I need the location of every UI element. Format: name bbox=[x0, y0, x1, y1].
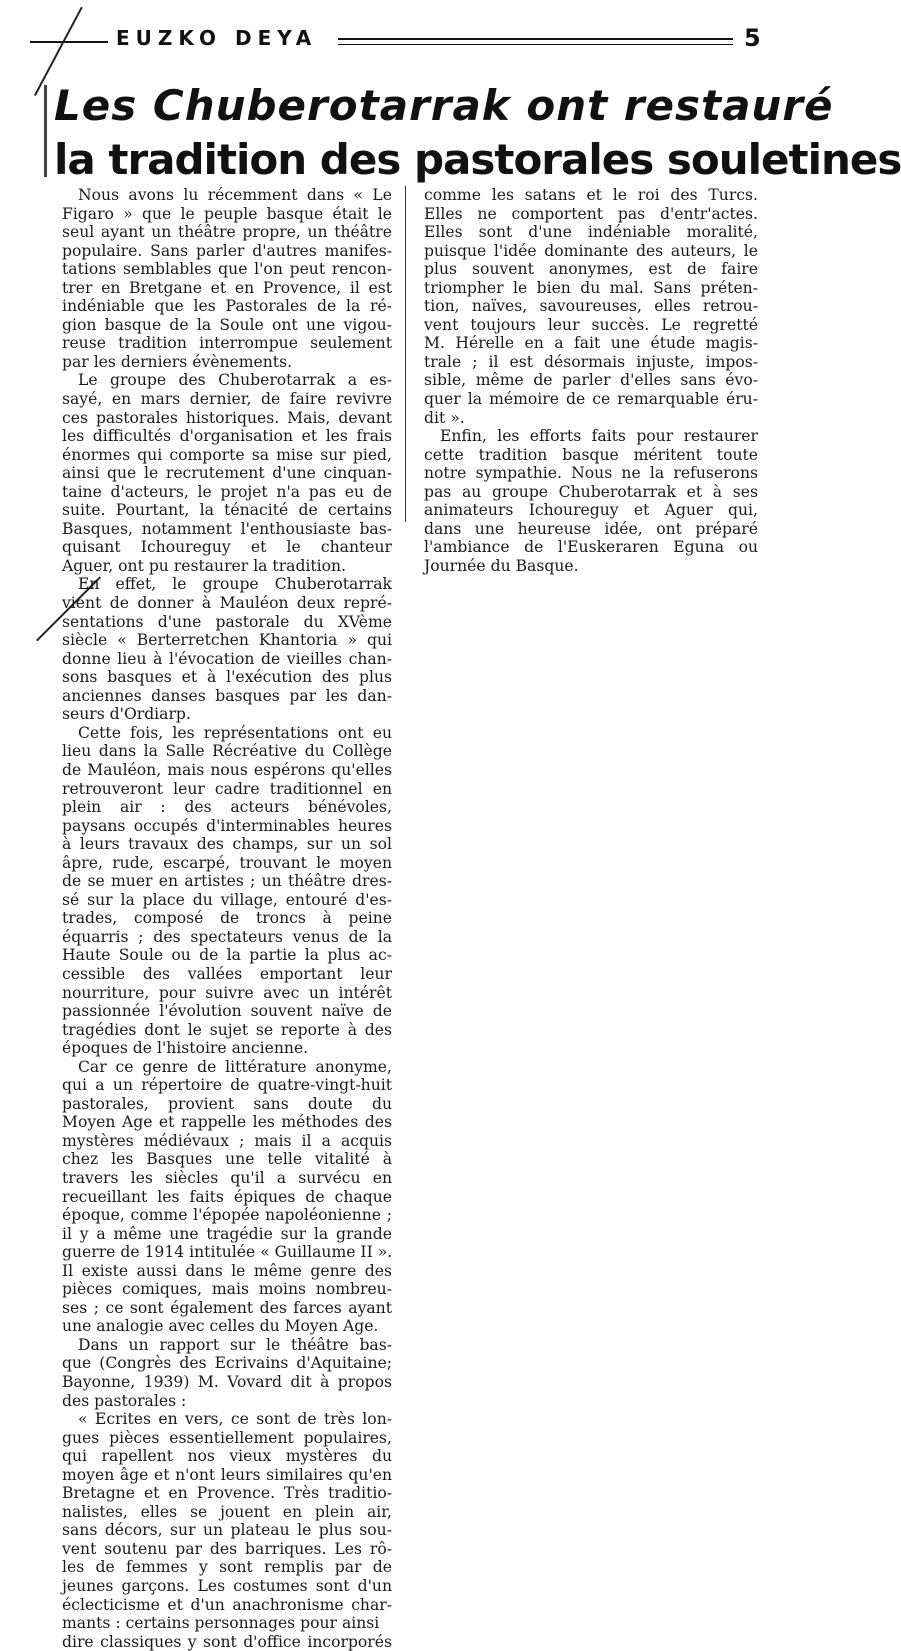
article-line: époques de l'histoire ancienne. bbox=[62, 1039, 309, 1058]
article-line: les de femmes y sont remplis par de bbox=[62, 1558, 392, 1577]
article-line: sans décors, sur un plateau le plus sou- bbox=[62, 1521, 392, 1540]
article-line: une analogie avec celles du Moyen Age. bbox=[62, 1317, 379, 1336]
article-line: vent toujours leur succès. Le regretté bbox=[424, 315, 758, 334]
article-line: notre sympathie. Nous ne la refuserons bbox=[424, 464, 758, 483]
article-line: pas au groupe Chuberotarrak et à ses bbox=[424, 482, 758, 501]
article-line: guerre de 1914 intitulée « Guillaume II ». bbox=[62, 1243, 393, 1262]
article-column-left bbox=[62, 186, 392, 1651]
article-line: taine d'acteurs, le projet n'a pas eu de bbox=[62, 482, 392, 501]
article-line: pastorales, provient sans doute du bbox=[62, 1094, 392, 1113]
article-line: éclecticisme et d'un anachronisme char- bbox=[62, 1595, 392, 1614]
article-line: En effet, le groupe Chuberotarrak bbox=[78, 575, 392, 594]
headline-margin-rule bbox=[44, 85, 47, 177]
article-line: pièces comiques, mais moins nombreu- bbox=[62, 1280, 392, 1299]
article-line: tion, naïves, savoureuses, elles retrou- bbox=[424, 297, 758, 316]
article-line: populaire. Sans parler d'autres manifes- bbox=[62, 241, 392, 260]
article-line: cessible des vallées emportant leur bbox=[62, 964, 392, 983]
article-line: animateurs Ichoureguy et Aguer qui, bbox=[424, 501, 758, 520]
article-line: époque, comme l'épopée napoléonienne ; bbox=[62, 1206, 392, 1225]
article-line: vent soutenu par des barriques. Les rô- bbox=[62, 1539, 392, 1558]
article-line: de Mauléon, mais nous espérons qu'elles bbox=[62, 760, 392, 779]
article-line: quer la mémoire de ce remarquable éru- bbox=[424, 390, 758, 409]
article-line: Aguer, ont pu restaurer la tradition. bbox=[62, 556, 347, 575]
article-line: qui rapellent nos vieux mystères du bbox=[62, 1447, 392, 1466]
article-line: Bayonne, 1939) M. Vovard dit à propos bbox=[62, 1373, 392, 1391]
article-line: moyen âge et n'ont leurs similaires qu'en bbox=[62, 1465, 392, 1484]
article-line: Cette fois, les représentations ont eu bbox=[78, 723, 392, 742]
article-line: Dans un rapport sur le théâtre bas- bbox=[78, 1335, 392, 1354]
headline-line-2: la tradition des pastorales souletines bbox=[54, 135, 901, 184]
article-line: équarris ; des spectateurs venus de la bbox=[62, 927, 392, 946]
article-line: énormes qui comporte sa mise sur pied, bbox=[62, 445, 392, 464]
article-line: sayé, en mars dernier, de faire revivre bbox=[62, 390, 392, 409]
header-rule-right bbox=[338, 38, 733, 45]
article-line: passionnée l'évolution souvent naïve de bbox=[62, 1002, 392, 1021]
article-line: sentations d'une pastorale du XVème bbox=[62, 612, 392, 631]
article-line: chez les Basques une telle vitalité à bbox=[62, 1150, 392, 1169]
article-line: sible, même de parler d'elles sans évo- bbox=[424, 371, 758, 390]
article-column-right bbox=[424, 186, 758, 575]
article-line: jeunes garçons. Les costumes sont d'un bbox=[62, 1577, 392, 1596]
article-line: des pastorales : bbox=[62, 1391, 187, 1410]
article-line: recueillant les faits épiques de chaque bbox=[62, 1187, 392, 1206]
article-line: anciennes danses basques par les dan- bbox=[62, 686, 392, 705]
article-line: Figaro » que le peuple basque était le bbox=[62, 204, 392, 223]
article-line: Elles sont d'une indéniable moralité, bbox=[424, 223, 758, 242]
article-line: mants : certains personnages pour ainsi bbox=[62, 1614, 380, 1633]
article-line: puisque l'idée dominante des auteurs, le bbox=[424, 241, 758, 260]
article-line: sé sur la place du village, entouré d'es- bbox=[62, 890, 392, 909]
article-line: gion basque de la Soule ont une vigou- bbox=[62, 315, 392, 334]
article-line: mystères médiévaux ; mais il a acquis bbox=[62, 1131, 392, 1150]
article-line: seurs d'Ordiarp. bbox=[62, 705, 191, 724]
publication-title: EUZKO DEYA bbox=[116, 26, 318, 50]
article-line: seul ayant un théâtre propre, un théâtre bbox=[62, 223, 392, 242]
headline-line-1: Les Chuberotarrak ont restauré bbox=[54, 81, 834, 130]
column-divider bbox=[405, 186, 406, 522]
article-line: vient de donner à Mauléon deux repré- bbox=[62, 594, 392, 613]
article-line: Car ce genre de littérature anonyme, bbox=[78, 1057, 392, 1076]
article-line: nalistes, elles se jouent en plein air, bbox=[62, 1502, 392, 1521]
article-line: lieu dans la Salle Récréative du Collège bbox=[62, 742, 392, 761]
article-line: il y a même une tragédie sur la grande bbox=[62, 1224, 392, 1243]
article-line: reuse tradition interrompue seulement bbox=[62, 334, 392, 353]
article-line: plein air : des acteurs bénévoles, bbox=[62, 798, 392, 817]
article-line: dire classiques y sont d'office incorporés bbox=[62, 1632, 392, 1651]
page-header bbox=[0, 0, 785, 80]
article-line: ses ; ce sont également des farces ayant bbox=[62, 1298, 392, 1317]
article-line: Elles ne comportent pas d'entr'actes. bbox=[424, 204, 758, 223]
article-line: trale ; il est désormais injuste, impos- bbox=[424, 352, 758, 371]
article-line: M. Hérelle en a fait une étude magis- bbox=[424, 334, 758, 353]
article-line: quisant Ichoureguy et le chanteur bbox=[62, 538, 392, 557]
article-line: trades, composé de troncs à peine bbox=[62, 909, 392, 928]
article-line: qui a un répertoire de quatre-vingt-huit bbox=[62, 1076, 392, 1095]
article-line: à leurs travaux des champs, sur un sol bbox=[62, 835, 392, 854]
article-line: Moyen Age et rappelle les méthodes des bbox=[62, 1113, 392, 1132]
article-line: trer en Bretgane et en Provence, il est bbox=[62, 278, 392, 297]
article-line: l'ambiance de l'Euskeraren Eguna ou bbox=[424, 538, 758, 557]
article-line: ainsi que le recrutement d'une cinquan- bbox=[62, 464, 392, 483]
article-line: comme les satans et le roi des Turcs. bbox=[424, 186, 758, 204]
article-line: par les derniers évènements. bbox=[62, 352, 293, 371]
article-line: suite. Pourtant, la ténacité de certains bbox=[62, 501, 392, 520]
article-line: que (Congrès des Ecrivains d'Aquitaine; bbox=[62, 1354, 392, 1373]
article-line: de se muer en artistes ; un théâtre dres- bbox=[62, 872, 392, 891]
page-number: 5 bbox=[744, 24, 761, 52]
article-line: tragédies dont le sujet se reporte à des bbox=[62, 1020, 392, 1039]
article-line: âpre, rude, escarpé, trouvant le moyen bbox=[62, 853, 392, 872]
article-line: paysans occupés d'interminables heures bbox=[62, 816, 392, 835]
article-line: cette tradition basque méritent toute bbox=[424, 445, 758, 464]
header-rule-left bbox=[30, 41, 108, 43]
article-line: nourriture, pour suivre avec un intérêt bbox=[62, 983, 392, 1002]
article-line: « Ecrites en vers, ce sont de très lon- bbox=[78, 1410, 392, 1429]
article-line: travers les siècles qu'il a survécu en bbox=[62, 1168, 392, 1187]
article-line: Le groupe des Chuberotarrak a es- bbox=[78, 371, 392, 390]
article-line: dans une heureuse idée, ont préparé bbox=[424, 519, 758, 538]
article-line: les difficultés d'organisation et les frais bbox=[62, 427, 392, 446]
article-line: Nous avons lu récemment dans « Le bbox=[78, 186, 392, 204]
article-line: gues pièces essentiellement populaires, bbox=[62, 1428, 392, 1447]
article-line: siècle « Berterretchen Khantoria » qui bbox=[62, 631, 392, 650]
article-line: triompher le bien du mal. Sans préten- bbox=[424, 278, 758, 297]
article-line: donne lieu à l'évocation de vieilles chan- bbox=[62, 649, 392, 668]
article-line: Bretagne et en Provence. Très traditio- bbox=[62, 1484, 392, 1503]
article-line: Enfin, les efforts faits pour restaurer bbox=[440, 427, 758, 446]
article-line: Haute Soule ou de la partie la plus ac- bbox=[62, 946, 392, 965]
article-line: Journée du Basque. bbox=[424, 556, 579, 575]
article-line: Basques, notamment l'enthousiaste bas- bbox=[62, 519, 392, 538]
article-line: retrouveront leur cadre traditionnel en bbox=[62, 779, 392, 798]
article-line: dit ». bbox=[424, 408, 465, 427]
article-line: plus souvent anonymes, est de faire bbox=[424, 260, 758, 279]
article-line: sons basques et à l'exécution des plus bbox=[62, 668, 392, 687]
article-line: Il existe aussi dans le même genre des bbox=[62, 1261, 392, 1280]
article-line: tations semblables que l'on peut rencon- bbox=[62, 260, 392, 279]
article-line: indéniable que les Pastorales de la ré- bbox=[62, 297, 392, 316]
article-line: ces pastorales historiques. Mais, devant bbox=[62, 408, 392, 427]
